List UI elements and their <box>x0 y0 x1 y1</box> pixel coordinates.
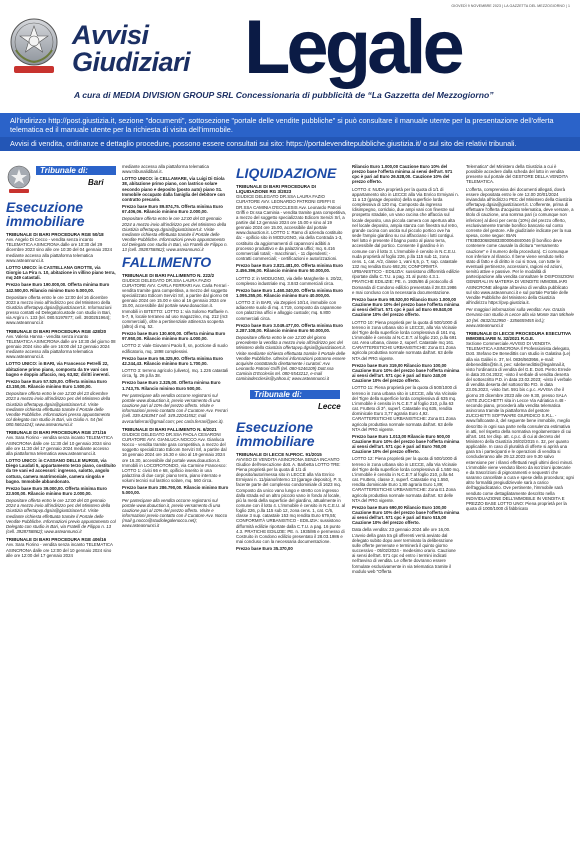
notice-text: Avv. Sara Fiorino - vendita senza incanto TELEMATICA ASINCRONA dalle ore 12:00 del 10 gennaio 2024 sino alle ore 12:00 del 17 gennaio 2024 <box>6 542 113 558</box>
notice-tail: Depositare offerta entro le ore 12:00 del 03 gennaio 2024 a mezzo invio all'indirizzo pec del Ministero della Giustizia offertapvp.dgsia@giustiziacert.it. Visite mediante richiesta effettuata tramite il Portale delle Vendite Pubbliche. Informazioni previo appuntamento col Delegato con studio in Bari, via Fratelli de Filippo n. 13 (cell. 3928758862); www.asteannunci.it <box>6 498 116 535</box>
notice-prezzo: Prezzo base Euro 286.790,00. Rilancio minimo Euro 5.000,00. <box>122 485 229 496</box>
column-2 <box>122 164 230 836</box>
notice-title: TRIBUNALE DI BARI FALLIMENTO N. 6/2021 <box>122 426 217 432</box>
notice-text: Avv. Sara Fiorino - vendita senza incanto TELEMATICA ASINCRONA dalle ore 11:30 del 10 gennaio 2024 sino alle ore 11:30 del 17 gennaio 2024 mediante accesso alla piattaforma telematica www.asteannunci.it. <box>6 435 113 456</box>
notice-lotto: LOTTO 2: viale Giovanni Paolo Ⅱ, sn, porzione di suolo edificatorio, mq. 1898 complessivi. <box>122 343 228 354</box>
notice-2 <box>6 329 116 428</box>
tribunale-city: Lecce <box>318 401 341 411</box>
notice-prezzo: Prezzo base Euro 690,00 Rilancio Euro 100,00 Cauzione Euro 10% del prezzo base l'offerta minima ai sensi dell'art. 571 cpc è pari ad Euro 515,00 Cauzione 10% del prezzo offerto. <box>352 504 460 526</box>
notice-lotto: LOTTO UNICO: in CASSANO DELLE MURGE, via Diego Laudati 5, appartamento terzo piano, costituito da tre vani ed accessori: ingresso, salotto, angolo cottura, camera matrimoniale, camera singola e bagno. Immobile abbandonato. <box>6 458 116 484</box>
notice-prezzo: Prezzo base Euro 35.370,00 <box>236 546 293 552</box>
notice-prezzo: Prezzo base Euro 57.525,00. Offerta minima Euro 43.150,00. Rilancio minimo Euro 1.500,00. <box>6 378 107 390</box>
banner-line-2: Avvisi di vendita, ordinanze e dettaglio procedure, possono essere consultati sui sito: https://portalevenditepubbliche.giustizia.it/ o sul sito dei relativi tribunali. <box>0 137 580 151</box>
notice-tail: Depositare offerta entro le ore 12:00 del 23 dicembre 2023 a mezzo invio all'indirizzo pec del Ministero della Giustizia offertapvp.dgsia@giustiziacert.it. Visite mediante richiesta effettuata tramite il Portale delle Vendite Pubbliche. Informazioni presso appuntamento col delegato con studio in Bari, via Giulio n. 54 (tel. 080.5661424); www.asteannunci.it <box>6 391 111 428</box>
notice-title: TRIBUNALE DI BARI PROCEDURA DI LIQUIDAZIONE RG 3/2023 <box>236 184 316 195</box>
notice-text: Data della vendita: 23 gennaio 2024 alle ore 16,00. L'avvio della gara tra gli offerenti verrà avviato dal delegato subito dopo aver terminato la deliberazione sulle offerte pervenute e terminerà il quinto giorno successivo - 05/02/2024 - medesimo orario. Cauzione ai sensi dell'art. 571 cpc ed entro i termini indicati nell'avviso di vendita. Le offerte dovranno essere formulate esclusivamente in via telematica tramite il modulo web "Offerta <box>352 527 456 574</box>
tribunale-city: Bari <box>88 178 104 187</box>
notice-tail: Per partecipare alla vendita occorre registrarsi sul portale www.doauction.it, previo versamento di una cauzione pari al 10% del prezzo offerto. Visite e informazioni previo contatto con il Curatore Avv. Nocco (mail g.nocco@studiolegalenocco.net); www.asteannunci.it <box>122 497 228 529</box>
notice-title: TRIBUNALE DI LECCE PROCEDURA ESECUTIVA IMMOBILIARE N. 32/2021 R.G.E. <box>466 330 571 341</box>
banner-line-1: All'indirizzo http://post.giustizia.it, sezione "documenti", sottosezione "portale delle vendite pubbliche" si può consultare il manuale utente per la presentazione dell'offerta telematica ed il manuale utente per la richiesta di visita dell'immobile. <box>10 116 554 135</box>
notice-title: TRIBUNALE DI LECCE N.PROC. 91/2015 <box>236 451 322 457</box>
section-title: LIQUIDAZIONE <box>236 165 337 181</box>
notice-prezzo: Prezzo base Euro 130.600,00. Offerta minima Euro 97.950,00. Rilancio minimo Euro 4.000,00. <box>122 331 226 342</box>
notice-title: TRIBUNALE DI BARI PROCEDURA RGE 50/18 <box>6 232 104 237</box>
avvisi-giudiziari-title <box>72 22 190 76</box>
notice-text: Telematica" del Ministero della Giustizia a cui è possibile accedere dalla scheda del lotto in vendita presente sul portale del GESTORE DELLA VENDITA TELEMATICA. <box>466 164 568 185</box>
notice-tail: Depositare offerta entro le ore 12:00 del giorno precedente la vendita a mezzo invio all'indirizzo pec del Ministero della Giustizia offertapvp.dgsia@giustiziacert.it. Visite mediante richiesta effettuata tramite il Portale delle Vendite Pubbliche. Ulteriori informazioni potranno essere acquisite contattando direttamente i curatori: Avv. Leonardo Patroni Griffi (tel. 080-5246109) Dott.ssa Caminia D'Ecclesiis tel. 080-5543212, e-mail caminiadecclesiis@yahoo.it; www.asteannunci.it <box>236 335 346 382</box>
notice-lotto: LOTTO 3: terreno agricolo (uliveto), mq. 1.226 catastali circa, fg. 26 p.lla 38. <box>122 368 229 379</box>
notice-title: TRIBUNALE DI BARI PROCEDURA RGE 271/16 <box>6 430 107 436</box>
column-1 <box>6 164 116 836</box>
notice-prezzo: Prezzo base Euro 3.049.477,00. Offerta minima Euro 2.287.108,00. Rilancio minimo Euro 50.000,00. <box>236 322 343 333</box>
notice-text: L'offerta, comprensiva dei documenti allegati, dovrà essere depositata entro le ore 12.00 20/01/2024 inviandola all'indirizzo PEC del Ministero della Giustizia offertapvp.dgsia@giustiziacert.it. L'offerente, prima di effettuare l'offerta d'acquisto telematica, deve versare, a titolo di cauzione, una somma pari (o comunque non inferiore) al dieci per cento (10%) del prezzo offerto, esclusivamente tramite bonifico bancario sul conto corrente del gestore. Alle giudiziarie indicate per la sua spesa, come segue: IBAN IT93B0306826833000064840046 (il bonifico deve contenere come causale la dicitura "versamento cauzione" e il numero della procedura). Ci comunque non inferiore al rilancio. Il bene viene venduto nello stato di fatto e di diritto in cui si trova, con tutte le eventuali pertinenze, accessioni, ragioni ed azioni, servitù attive e passive. Per le modalità di partecipazione alla vendita consultare le DISPOSIZIONI GENERALI IN MATERIA DI VENDITE IMMOBILIARI ASINCRONE allegate all'avviso di vendita pubblicato sul sito www.asteannunci.it e sul portale Portale delle Vendite Pubbliche del Ministero della Giustizia all'indirizzo https://pvp.giustizia.it. <box>466 186 574 306</box>
notice-lotto: LOTTO 11: Piena proprietà per la quota di 500/1000 di terreno in zona urbana sito in LECCE, alla Via Vicinale del Tigre della superficie lorda complessiva di 635 mq. L'immobile è censito in N.C.E.T al foglio 210, p.lla 63 cat. Frutteto di 3^, superf. Catastale mq 635, rendita dominicale Euro 3,77 agraria Euro 4,92. CARATTERISTICHE URBANISTICHE: Zona E1 Zona agricola produttiva normale normata dall'art. 63 delle NTA del PRG vigente. <box>352 385 457 432</box>
notice-4 <box>6 537 116 558</box>
notice-lotto: LOTTO 10: Piena proprietà per la quota di 500/1000 di terreno in zona urbana sito in LECCE, alla Via Vicinale del Tigre della superficie lorda complessiva di 161 mq. L'immobile è censito al N.C.E.T. al foglio 210, p.lla 691 cat. Area urbana, classe 2, superf. Catastale mq 161. CARATTERISTICHE URBANISTICHE: Zona E1 Zona agricola produttiva normale normata dall'art. 63 delle NTA del PRG vigente. <box>352 319 457 361</box>
notice-1 <box>6 232 116 326</box>
notice-text: GIUDICE DELEGATO DR.SSA LAURA FAZIO CURATORE AVV. CARLA FERRARI Avv. Carla Ferrari - vendita tramite gara competitiva, a mezzo del soggetto specializzato Edicom Servizi Srl, a partire dal giorno 08 gennaio 2024 ore 15.00 e sino al 16 gennaio 2024 ore 15.00, accessibile dal portale www.doauction.it. Immobili in BITETTO: LOTTO 1: via Solomo Raffaele n. 5-7, 9, locale terraneo ad uso magazzino, mq. 212 (m3 commerciali), oltre a pertinenziale attinenza scoperta (altro) di mq. 52. <box>122 277 230 329</box>
notice-prezzo: Prezzo base Euro 56.325,90. Offerta minima Euro 42.244,43. Rilancio minimo Euro 1.700,00. <box>122 355 223 366</box>
notice-title: TRIBUNALE DI BARI PROCEDURA RGE 428/20 <box>6 328 107 334</box>
info-banner <box>0 113 580 151</box>
tribunale-label: Tribunale di: <box>250 390 340 399</box>
notice-title: TRIBUNALE DI BARI FALLIMENTO N. 222/2 <box>122 272 215 278</box>
masthead-subtitle: A cura di MEDIA DIVISION GROUP SRL Concessionaria di pubblicità de “La Gazzetta del Mezzogiorno” <box>74 90 494 100</box>
tribunale-lecce-header <box>236 388 346 418</box>
notice-text: Avv. Valeria Hanna - vendita senza incanto TELEMATICA ASINCRONA dalle ore 10:30 del giorno 08 gennaio 2024 sino alle ore 16:00 del 12 gennaio 2024 mediante accesso alla piattaforma telematica www.asteannunci.it. <box>6 333 116 360</box>
seal-mini-icon <box>6 164 32 194</box>
notice-prezzo: Prezzo base Euro 1.460.340,00. Offerta minima Euro 1.095.255,00. Rilancio minimo Euro 40.000,00. <box>236 287 343 298</box>
notice-text: Avv. Angelo Di Cecco - vendita senza incanto TELEMATICA ASINCRONA dalle ore 10:30 del 29 dicembre 2023 sino alle ore 10:30 del 04 gennaio 2024 mediante accesso alla piattaforma telematica www.asteannunci.it. <box>6 237 113 263</box>
notice-prezzo: Prezzo base Euro 2.821.481,00. Offerta minima Euro 2.456.396,00. Rilancio minimo Euro 50.000,00. <box>236 263 343 274</box>
notice-lotto: LOTTO 4: NUDA proprietà per la quota di 1/1 di appartamento sito in LECCE alla Via Enrico Ermiyani n. 11 a 13 (garage deposito) della superficie lorda complessiva di 120 mq. Composto da ingresso /disimpegno, corridoio, due ampi vani con finestre sul prospetto stradale, un vano cucina che affaccia sul locale deposito, una piccola camera con apertura alta nel locale deposito, ampia stanza con finestra sul retro, grande cucina con uscita sul piccolo portico ove ha sede l'ampio giardino su cui affacciano i lotti contigui. Nel lotto è presente il bagno posto al piano terra, accessibile dal portico. Consente il giardino è in comune con il lotto 3. L'immobile è censito in N.C.E.U. nuda proprietà al foglio 226, p.lla 115 sub 11, zona cens. 1, cat. A/2, classe 1, vani 6,5, p. T, sup. catastale 132 mq rendita Euro 692,25; CONFORMITÀ URBANISTICO - EDILIZIA: sussistono difformità edilizie riportate dalla C.T.U. a pag. 21 al punto 4.3.1. PRATICHE EDILIZIE: PE. n. 1935/86 di protocollo di Domanda di Condono edilizio presentata il 28.03.1986 e mai concluso con la necessaria documentazione. <box>352 186 460 295</box>
column-4 <box>352 164 460 836</box>
notice-prezzo: Prezzo base Euro 89.874,75. Offerta minima Euro 67.406,06. Rilancio minimo Euro 2.000,00. <box>122 204 223 215</box>
giudiziari-word: Giudiziari <box>72 47 191 77</box>
columns <box>6 164 574 836</box>
notice-tail: Per partecipare alla vendita occorre registrarsi sul portale www.doauction.it, previo versamento di una cauzione pari al 10% del prezzo offerto. Visite e informazioni previo contatto con il Curatore Avv. Ferrari (cell. 339.4263947 cell. 349.22041552; mail avvcarlaferrari@gmail.com; pec carla.ferrari@pec.it). <box>122 392 228 424</box>
notice-lotto: LOTTO 12: Piena proprietà per la quota di 500/1000 di terreno in zona urbana sito in LECCE, alla Via Vicinale del Tigre della superficie lorda complessiva di 1.550 mq. L'immobile è censito in N.C.E.T al foglio 210, p.lla 64 cat. Frutteto, classe 2, superf. Catastale mq 1.550, rendita dominicale Euro 1,80 agraria Euro 1,89; CARATTERISTICHE URBANISTICHE: Zona E1 Zona agricola produttiva normale normata dall'art. 63 delle NTA del PRG vigente. <box>352 456 460 503</box>
section-title: Esecuzione immobiliare <box>236 418 315 449</box>
notice-prezzo: Rilancio Euro 1.000,00 Cauzione Euro 10% del prezzo base l'offerta minima ai sensi dell'art. 571 cpc è pari ad Euro 26.528,00. Cauzione 10% del prezzo offerto. <box>352 164 453 185</box>
tribunale-label: Tribunale di: <box>36 166 116 175</box>
notice-text: GIUDICE DELEGATO DR.SSA LAURA FAZIO CURATORE AVV. LEONARDO PATRONI GRIFFI E DR.SSA CAMINIA D'ECCLESIS Avv. Leonardo Patroni Griffi e Dr.ssa Caminia - vendita tramite gara competitiva, a mezzo del soggetto specializzato Edicom Servizi Srl, a partire dal 12 gennaio 2024 ore 15.00 e sino al 19 gennaio 2024 ore 15.00, accessibile dal portale www.doauction.it. LOTTO 1: Ramo di azienda costituito da: - opificio sito in MODUGNO, via della Contrada 1-3, costituito da aggiornamenti di capannoni adibiti a processo produttivo e da palazzina uffici; mq. 6.416 commerciali totali; - macchinari, - 11 dipendenti; - contratti commerciali; - certificazioni e autorizzazioni. <box>236 194 346 262</box>
legale-title: Legale <box>244 5 461 90</box>
notice-prezzo: Prezzo base Euro 2.325,00. Offerta minima Euro 1.743,75. Rilancio minimo Euro 500,00. <box>122 380 221 391</box>
notice-lotto: LOTTO UNICO: in CASTELLANA GROTTE, via Giorgio La Pira n. 10, abitazione in villino piano terra, mq 249 catastali. <box>6 264 116 281</box>
notice-tail: Depositare offerta entro le ore 12:00 del 16 dicembre 2023 a mezzo invio all'indirizzo pec del Ministero della Giustizia offertapvp.dgsia@giustiziacert.it. Informazioni presso contatti ed Delegato/custode con studio in Bari, via Argiro n. 133 (tel. 080.5197877; cell. 3930251964); www.asteannunci.it <box>6 294 112 326</box>
notice-lotto: LOTTO 2: in MODUGNO, via delle Margherite n. 20/22, complesso industriale mq. 3.843 commerciali circa. <box>236 275 343 286</box>
notice-tail: Depositare offerta entro le ore 12:00 del 03 gennaio 2024 a mezzo invio all'indirizzo pec del Ministero della Giustizia offertapvp.dgsia@giustiziacert.it. Visite mediante richiesta effettuata tramite il Portale delle Vendite Pubbliche. Informazioni previo appuntamento col Delegato con studio in Bari, via Fratelli de Filippo n. 13 (cell. 3928758862); www.asteannunci.it <box>122 216 228 253</box>
notice-tail: Per maggiori informazioni sulla vendita: Avv. Grazia Gervaso con studio in Lecce alla via Monte San Michele 10 (tel. 0832/312950 - 3356659455 ind.); www.asteannunci.it <box>466 307 574 328</box>
section-title: Esecuzione immobiliare <box>6 199 85 229</box>
notice-lotto: LOTTO 3: in BARI, via Zeppieri 10/14, immobile con adiacente suolo di mq. 4.719, composto da capannone con palazzina uffici e alloggio custode; mq. 6.800 commerciali circa. <box>236 300 342 321</box>
notice-prezzo: Prezzo base Euro 1.013,00 Rilancio Euro 500,00 Cauzione Euro 10% del prezzo base l'offerta minima ai sensi dell'art. 571 cpc è pari ad Euro 760,00 Cauzione 10% del prezzo offerto. <box>352 433 460 455</box>
notice-prezzo: Prezzo base Euro 39.000,00. Offerta minima Euro 22.500,00. Rilancio minimo Euro 2.000,00. <box>6 485 107 496</box>
notice-lotto: LOTTO UNICO: in BARI, via Francesco Petrelli 22, abitazione primo piano, composta da tre vani con bagno e doppio affaccio, mq. 63,82; diritti inerenti. <box>6 361 110 377</box>
running-header: GIOVEDÌ 9 NOVEMBRE 2023 | LA GAZZETTA DEL MEZZOGIORNO | 1 <box>451 4 570 8</box>
notice-3 <box>6 430 116 534</box>
notice-text: AVVISO DI VENDITA ASINCRONA SENZA INCANTO Giudice dell'esecuzione dott. A. Barbetta LOTTO TRE: Piena proprietà per la quota di 1/1 di deposito/autorimessa sito in LECCE alla Via Enrico Ermiyani n. 11/piano/interno 13 (garage deposito), P. S, facente parte del complesso condominiale di 1623 mq. Composto da unico vano lungo e stretto con ingresso dalla strada ed un altro piccolo vano in fondo al locale, più la metà della superficie del giardino, attualmente in comune con il lotto 4. L'immobile è censito in N.C.E.U. al foglio 226, p.lla 115 sub 12, zona cens. 1, cat. C/6, classe 3 sup. catastale 153 mq rendita Euro 679,55; CONFORMITÀ URBANISTICO - EDILIZIA: sussistono difformità edilizie riportate dalla C.T.U. a pag. 16 punto 4.3. PRATICHE EDILIZIE: PE. n. 1935/86 e permesso di Costruito in Condono edilizio presentato il 28.03.1986 e mai concluso con la necessaria documentazione. <box>236 456 345 545</box>
notice-prezzo: Prezzo base Euro 319,00 Rilancio Euro 100,00 Cauzione Euro 10% del prezzo base l'offerta minima ai sensi dell'art. 571 cpc è pari ad Euro 240,00 Cauzione 10% del prezzo offerto. <box>352 362 460 384</box>
republic-seal-icon <box>8 16 60 80</box>
column-5 <box>466 164 574 836</box>
notice-text: mediante accesso alla piattaforma telematica www.tribunalidibari.it. <box>122 164 209 175</box>
avvisi-word: Avvisi <box>72 20 149 50</box>
notice-prezzo: Prezzo base Euro 98.520,00 Rilancio Euro 1.000,00 Cauzione Euro 10% del prezzo base l'offerta minima ai sensi dell'art. 571 cpc è pari ad Euro 69.840,00 Cauzione 10% del prezzo offerto. <box>352 296 460 318</box>
section-title: FALLIMENTO <box>122 253 212 270</box>
notice-text: GIUDICE DELEGATO DR.SSA PAOLA CESARONI CURATORE AVV. GIANLUCA NOCCO Avv. Gianluca Nocco - vendita tramite gara competitiva, a mezzo del soggetto specializzato Edicom Servizi Srl, a partire dal 16 gennaio 2024 ore 16.30 e sino al 19 gennaio 2024 ore 16.30, accessibile dal portale www.doauction.it. Immobili in LOCOROTONDO, via Carmine Francesco: LOTTO 1: civici 66 e 68, opificio inserito in una palazzina di due corpi: piano terra, piano interrato e volumi tecnici sul lastrico solare, mq. 560 circa. <box>122 431 227 484</box>
column-3 <box>236 164 346 836</box>
notice-lotto: LOTTO UNICO: in CELLAMARE, via Luigi Di Giola 38, abitazione primo piano, con lastrico solare secondo piano e deposito (posto auto) piano S1. Immobile occupato dalla famiglia del debitore con contratto precario. <box>122 176 226 202</box>
notice-title: TRIBUNALE DI BARI PROCEDURA RGE 406/16 <box>6 537 107 543</box>
notice-text: Sezione Commerciale AVVISO DI VENDITA TELEMATICA ASINCRONA Il Professionista delegato, Dott. Stefano De Benedittis con studio in Galatina (Le) alla via Galilei n. 37, tel. 0836/563956, e-mail: debenedittis@tin.it, pec: sdebenedittis@legalmail.it, visto l'ordinanza di vendita del G.E. Dott. Pietro Errede in data 20.04.2022; -visto il verbale di vendita deserta del sottoscritto P.D. in data 23.02.2023; -visto il verbale di vendita deserta del sottoscritto P.D. in data 23.05.2023, -visto l'art. 591 bis c.p.c. AVVISA che il giorno 20 dicembre 2023 alle ore 9.30, presso SALA ASTE ZUCCHETTI sita in Lecce Via Adriatica n.48 - secondo piano, procederà alla vendita telematica asincrona tramite la piattaforma del gestore ZUCCHETTI SOFTWARE GIURIDICO S.R.L. - www.fallcoaste.it, del seguente bene immobile, meglio descritto in ogni sua parte nella consulenza estimativa in atti, nel rispetto della normativa regolamentare di cui all'art. 161 ter disp. att. c.p.c. di cui al decreto del Ministero della Giustizia 26/02/2015 n. 32, per quanto applicabile. In caso di pluralità di offerte si aprirà una gara tra i partecipanti e le operazioni di vendita si concluderanno alle 29.12.2023 ore 9.30 salvo estensione per i rilanci effettuati negli ultimi dieci minuti. L'immobile viene venduto libero da iscrizioni ipotecarie e da trascrizioni di pignoramenti e sequestri che saranno cancellate a cura e spese della procedura; ogni altro formalità pregiudizievole sarà a carico dell'aggiudicatario. Ove pertinente, l'immobile sarà venduto come dettagliatamente descritto nella INDIVIDUAZIONE DELL'IMMOBILE IN VENDITA E PREZZO BASE LOTTO UNO: Piena proprietà per la quota di 1000/1000 di fabbricato <box>466 341 574 512</box>
tribunale-bari-header <box>6 164 116 198</box>
notice-prezzo: Prezzo base Euro 190.000,00. Offerta minima Euro 142.500,00. Rilancio minimo Euro 5.000,00. <box>6 282 110 293</box>
